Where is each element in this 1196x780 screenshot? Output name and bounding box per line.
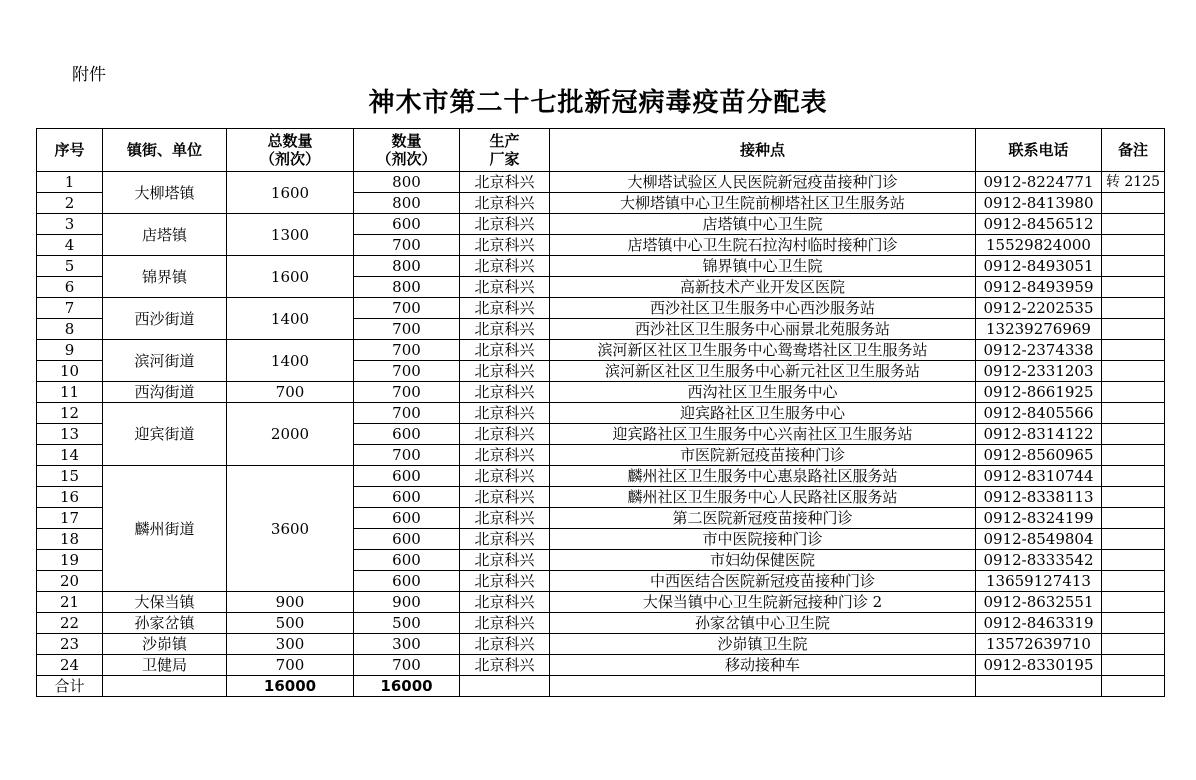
table-row (37, 172, 1165, 193)
row-index: 12 (37, 403, 103, 424)
row-qty: 700 (354, 382, 460, 403)
row-index: 3 (37, 214, 103, 235)
row-index: 17 (37, 508, 103, 529)
row-site: 锦界镇中心卫生院 (550, 256, 976, 277)
table-row (37, 382, 1165, 403)
row-remark (1102, 298, 1165, 319)
row-index: 22 (37, 613, 103, 634)
group-total: 1400 (227, 298, 354, 340)
row-maker: 北京科兴 (460, 214, 550, 235)
row-maker: 北京科兴 (460, 571, 550, 592)
row-phone: 0912-8560965 (976, 445, 1102, 466)
row-qty: 700 (354, 319, 460, 340)
row-maker: 北京科兴 (460, 655, 550, 676)
row-qty: 800 (354, 193, 460, 214)
row-site: 西沙社区卫生服务中心西沙服务站 (550, 298, 976, 319)
row-site: 孙家岔镇中心卫生院 (550, 613, 976, 634)
row-remark (1102, 613, 1165, 634)
row-remark (1102, 655, 1165, 676)
row-qty: 600 (354, 466, 460, 487)
row-index: 10 (37, 361, 103, 382)
row-index: 9 (37, 340, 103, 361)
row-site: 麟州社区卫生服务中心人民路社区服务站 (550, 487, 976, 508)
row-maker: 北京科兴 (460, 361, 550, 382)
row-remark (1102, 634, 1165, 655)
group-unit: 店塔镇 (103, 214, 227, 256)
header-phone: 联系电话 (976, 129, 1102, 172)
row-index: 21 (37, 592, 103, 613)
group-unit: 沙峁镇 (103, 634, 227, 655)
row-phone: 0912-8324199 (976, 508, 1102, 529)
header-maker (460, 129, 550, 172)
row-phone: 0912-8463319 (976, 613, 1102, 634)
row-index: 18 (37, 529, 103, 550)
row-phone: 0912-2331203 (976, 361, 1102, 382)
row-site: 店塔镇中心卫生院 (550, 214, 976, 235)
row-qty: 600 (354, 529, 460, 550)
row-site: 市医院新冠疫苗接种门诊 (550, 445, 976, 466)
row-remark (1102, 382, 1165, 403)
row-phone: 0912-8310744 (976, 466, 1102, 487)
row-maker: 北京科兴 (460, 298, 550, 319)
group-unit: 卫健局 (103, 655, 227, 676)
group-unit: 麟州街道 (103, 466, 227, 592)
row-maker: 北京科兴 (460, 382, 550, 403)
group-unit: 迎宾街道 (103, 403, 227, 466)
row-maker: 北京科兴 (460, 277, 550, 298)
table-row (37, 214, 1165, 235)
row-remark (1102, 445, 1165, 466)
row-index: 6 (37, 277, 103, 298)
row-remark (1102, 550, 1165, 571)
row-phone: 0912-2202535 (976, 298, 1102, 319)
row-index: 1 (37, 172, 103, 193)
row-index: 13 (37, 424, 103, 445)
row-remark (1102, 193, 1165, 214)
row-qty: 800 (354, 277, 460, 298)
header-qty-unit: （剂次） (376, 150, 437, 168)
row-maker: 北京科兴 (460, 403, 550, 424)
row-index: 23 (37, 634, 103, 655)
row-remark: 转 2125 (1102, 172, 1165, 193)
group-total: 700 (227, 382, 354, 403)
header-total-qty (227, 129, 354, 172)
total-site-empty (550, 676, 976, 697)
row-index: 4 (37, 235, 103, 256)
row-phone: 13572639710 (976, 634, 1102, 655)
header-remark: 备注 (1102, 129, 1165, 172)
row-index: 5 (37, 256, 103, 277)
row-index: 16 (37, 487, 103, 508)
row-qty: 600 (354, 571, 460, 592)
table-row (37, 466, 1165, 487)
header-unit: 镇街、单位 (103, 129, 227, 172)
table-row (37, 613, 1165, 634)
row-site: 西沙社区卫生服务中心丽景北苑服务站 (550, 319, 976, 340)
row-site: 麟州社区卫生服务中心惠泉路社区服务站 (550, 466, 976, 487)
group-total: 3600 (227, 466, 354, 592)
row-index: 11 (37, 382, 103, 403)
header-maker-line2: 厂家 (489, 150, 520, 168)
row-index: 7 (37, 298, 103, 319)
table-row (37, 634, 1165, 655)
header-row (37, 129, 1165, 172)
row-qty: 500 (354, 613, 460, 634)
row-phone: 0912-8333542 (976, 550, 1102, 571)
row-qty: 900 (354, 592, 460, 613)
row-remark (1102, 256, 1165, 277)
row-qty: 700 (354, 340, 460, 361)
row-qty: 700 (354, 403, 460, 424)
group-total: 700 (227, 655, 354, 676)
row-maker: 北京科兴 (460, 634, 550, 655)
row-remark (1102, 592, 1165, 613)
row-site: 中西医结合医院新冠疫苗接种门诊 (550, 571, 976, 592)
row-phone: 0912-8224771 (976, 172, 1102, 193)
total-sum: 16000 (227, 676, 354, 697)
row-qty: 600 (354, 214, 460, 235)
row-maker: 北京科兴 (460, 193, 550, 214)
row-maker: 北京科兴 (460, 466, 550, 487)
group-total: 1600 (227, 256, 354, 298)
table-row (37, 592, 1165, 613)
row-qty: 600 (354, 508, 460, 529)
group-unit: 滨河街道 (103, 340, 227, 382)
row-remark (1102, 466, 1165, 487)
row-phone: 0912-8549804 (976, 529, 1102, 550)
row-site: 西沟社区卫生服务中心 (550, 382, 976, 403)
row-qty: 800 (354, 172, 460, 193)
row-remark (1102, 214, 1165, 235)
row-site: 大柳塔试验区人民医院新冠疫苗接种门诊 (550, 172, 976, 193)
row-index: 8 (37, 319, 103, 340)
total-unit-empty (103, 676, 227, 697)
row-remark (1102, 235, 1165, 256)
row-site: 滨河新区社区卫生服务中心新元社区卫生服务站 (550, 361, 976, 382)
row-remark (1102, 424, 1165, 445)
row-site: 迎宾路社区卫生服务中心兴南社区卫生服务站 (550, 424, 976, 445)
group-unit: 西沙街道 (103, 298, 227, 340)
row-phone: 0912-8314122 (976, 424, 1102, 445)
qty-sum: 16000 (354, 676, 460, 697)
group-unit: 孙家岔镇 (103, 613, 227, 634)
group-total: 900 (227, 592, 354, 613)
header-index: 序号 (37, 129, 103, 172)
group-unit: 锦界镇 (103, 256, 227, 298)
row-qty: 800 (354, 256, 460, 277)
row-qty: 700 (354, 445, 460, 466)
table-row (37, 403, 1165, 424)
group-total: 1600 (227, 172, 354, 214)
row-index: 20 (37, 571, 103, 592)
row-phone: 0912-8338113 (976, 487, 1102, 508)
header-qty (354, 129, 460, 172)
header-maker-line1: 生产 (489, 132, 520, 150)
row-site: 市妇幼保健医院 (550, 550, 976, 571)
group-total: 500 (227, 613, 354, 634)
row-remark (1102, 529, 1165, 550)
table-row (37, 340, 1165, 361)
row-phone: 0912-8405566 (976, 403, 1102, 424)
row-qty: 700 (354, 655, 460, 676)
header-qty-label: 数量 (391, 132, 422, 150)
attachment-label: 附件 (72, 65, 106, 85)
row-site: 大柳塔镇中心卫生院前柳塔社区卫生服务站 (550, 193, 976, 214)
row-qty: 300 (354, 634, 460, 655)
total-phone-empty (976, 676, 1102, 697)
row-qty: 700 (354, 361, 460, 382)
row-site: 移动接种车 (550, 655, 976, 676)
header-total-qty-unit: （剂次） (259, 150, 320, 168)
total-remark-empty (1102, 676, 1165, 697)
row-maker: 北京科兴 (460, 319, 550, 340)
row-phone: 13239276969 (976, 319, 1102, 340)
row-remark (1102, 340, 1165, 361)
group-total: 300 (227, 634, 354, 655)
total-row (37, 676, 1165, 697)
row-phone: 0912-8413980 (976, 193, 1102, 214)
row-maker: 北京科兴 (460, 424, 550, 445)
row-qty: 600 (354, 550, 460, 571)
table-row (37, 298, 1165, 319)
header-site: 接种点 (550, 129, 976, 172)
row-phone: 0912-8632551 (976, 592, 1102, 613)
row-remark (1102, 403, 1165, 424)
row-maker: 北京科兴 (460, 235, 550, 256)
row-maker: 北京科兴 (460, 592, 550, 613)
row-phone: 13659127413 (976, 571, 1102, 592)
allocation-table (36, 128, 1165, 697)
row-index: 24 (37, 655, 103, 676)
group-total: 1400 (227, 340, 354, 382)
row-phone: 0912-8661925 (976, 382, 1102, 403)
group-total: 2000 (227, 403, 354, 466)
row-maker: 北京科兴 (460, 487, 550, 508)
row-index: 2 (37, 193, 103, 214)
group-unit: 大保当镇 (103, 592, 227, 613)
row-maker: 北京科兴 (460, 613, 550, 634)
row-site: 迎宾路社区卫生服务中心 (550, 403, 976, 424)
page-title: 神木市第二十七批新冠病毒疫苗分配表 (368, 88, 828, 118)
row-remark (1102, 319, 1165, 340)
row-maker: 北京科兴 (460, 256, 550, 277)
row-remark (1102, 508, 1165, 529)
group-unit: 西沟街道 (103, 382, 227, 403)
row-maker: 北京科兴 (460, 172, 550, 193)
table-row (37, 655, 1165, 676)
group-unit: 大柳塔镇 (103, 172, 227, 214)
row-remark (1102, 487, 1165, 508)
row-remark (1102, 571, 1165, 592)
row-maker: 北京科兴 (460, 445, 550, 466)
total-maker-empty (460, 676, 550, 697)
row-site: 店塔镇中心卫生院石拉沟村临时接种门诊 (550, 235, 976, 256)
row-maker: 北京科兴 (460, 529, 550, 550)
row-site: 大保当镇中心卫生院新冠接种门诊 2 (550, 592, 976, 613)
row-site: 市中医院接种门诊 (550, 529, 976, 550)
row-phone: 0912-8493959 (976, 277, 1102, 298)
row-qty: 700 (354, 235, 460, 256)
row-phone: 15529824000 (976, 235, 1102, 256)
table-row (37, 256, 1165, 277)
row-site: 第二医院新冠疫苗接种门诊 (550, 508, 976, 529)
row-maker: 北京科兴 (460, 340, 550, 361)
row-index: 14 (37, 445, 103, 466)
row-site: 沙峁镇卫生院 (550, 634, 976, 655)
row-qty: 600 (354, 487, 460, 508)
row-maker: 北京科兴 (460, 550, 550, 571)
row-phone: 0912-2374338 (976, 340, 1102, 361)
row-site: 高新技术产业开发区医院 (550, 277, 976, 298)
group-total: 1300 (227, 214, 354, 256)
row-phone: 0912-8330195 (976, 655, 1102, 676)
row-remark (1102, 277, 1165, 298)
row-qty: 700 (354, 298, 460, 319)
header-total-qty-label: 总数量 (267, 132, 313, 150)
row-qty: 600 (354, 424, 460, 445)
row-index: 19 (37, 550, 103, 571)
row-site: 滨河新区社区卫生服务中心鸳鸯塔社区卫生服务站 (550, 340, 976, 361)
row-remark (1102, 361, 1165, 382)
row-phone: 0912-8456512 (976, 214, 1102, 235)
row-maker: 北京科兴 (460, 508, 550, 529)
row-phone: 0912-8493051 (976, 256, 1102, 277)
total-label: 合计 (37, 676, 103, 697)
row-index: 15 (37, 466, 103, 487)
